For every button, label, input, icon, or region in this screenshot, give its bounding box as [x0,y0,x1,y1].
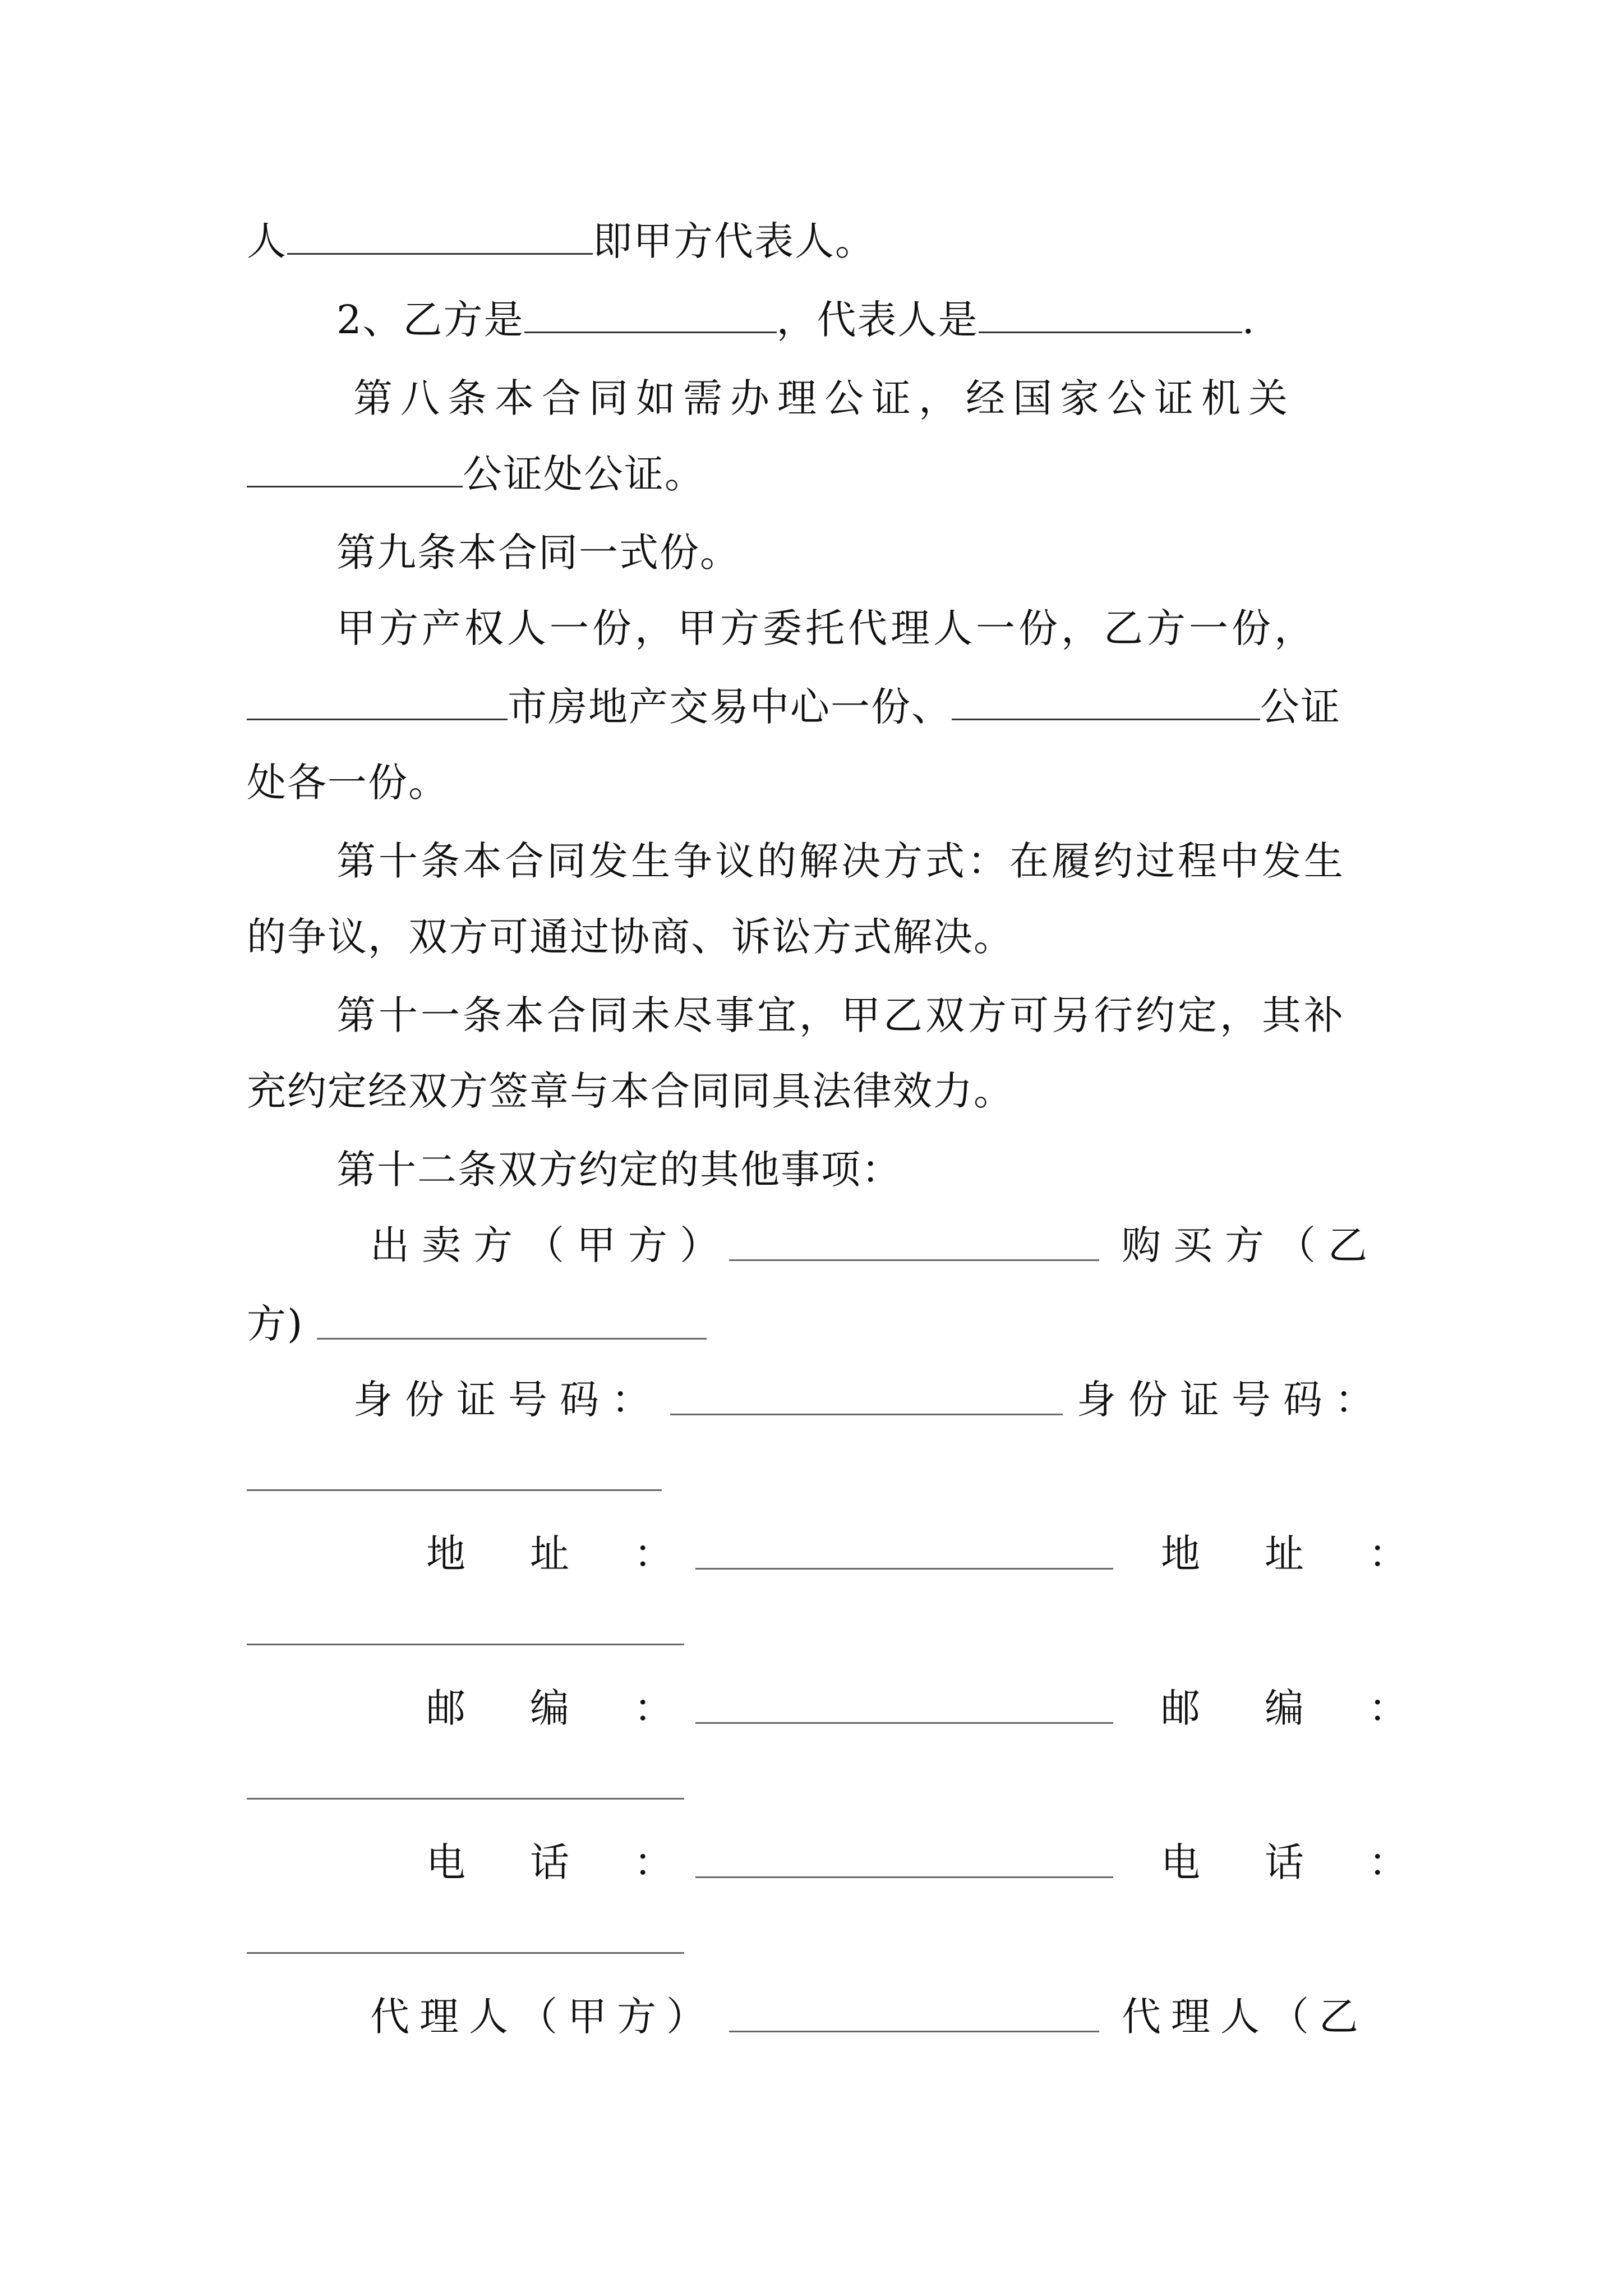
text-party-close: 方) [247,1301,304,1347]
label-char: 话 [1265,1839,1304,1885]
blank-field[interactable] [287,219,593,255]
text-notary: 公证 [1260,684,1341,730]
label-char: 电 [426,1839,465,1885]
blank-field[interactable] [247,1644,684,1645]
article-8-line-2 [247,449,705,499]
label-char: ： [634,1685,673,1731]
blank-field[interactable] [952,685,1260,720]
text-notary-office: 公证处公证。 [463,451,705,497]
label-char: ： [1368,1839,1408,1885]
label-char: ： [634,1531,673,1577]
text-party-a-rep: 即甲方代表人。 [593,218,875,264]
label-seller: 出卖方（甲方） [370,1222,731,1268]
article-8-line [353,373,1295,424]
article-10-line-2 [247,912,1014,962]
label-agent-buyer: 代理人（乙 [1122,1994,1368,2040]
label-char: 地 [1161,1531,1200,1577]
blank-field[interactable] [729,1259,1099,1261]
label-char: 编 [530,1685,569,1731]
label-id-seller: 身份证号码： [353,1377,663,1423]
text-each-copy: 处各一份。 [247,760,449,806]
article-10-text: 第十条本合同发生争议的解决方式：在履约过程中发生 [336,838,1346,884]
label-char: 地 [426,1531,465,1577]
blank-field[interactable] [247,1489,662,1491]
blank-field[interactable] [247,452,463,487]
blank-field[interactable] [317,1338,707,1340]
copies-text: 甲方产权人一份，甲方委托代理人一份，乙方一份， [336,605,1317,651]
label-char: 邮 [426,1685,465,1731]
blank-field[interactable] [524,298,777,333]
text-person: 人 [247,218,287,264]
label-char: ： [1368,1531,1408,1577]
article-11-text: 第十一条本合同未尽事宜，甲乙双方可另行约定，其补 [336,992,1346,1038]
article-12-line [336,1144,902,1195]
label-char: 话 [530,1839,569,1885]
text-party-b-is: 2、乙方是 [336,297,524,343]
article-8-text: 第八条本合同如需办理公证，经国家公证机关 [353,375,1295,421]
label-char: 址 [530,1531,569,1577]
agent-line-b [1122,1991,1368,2042]
agent-line [370,1991,716,2042]
label-char: 邮 [1161,1685,1200,1731]
blank-field[interactable] [670,1414,1063,1415]
seller-buyer-line [370,1220,731,1271]
text-rep-is: ，代表人是 [776,297,979,343]
article-11-line [336,990,1346,1041]
article-9-text: 第九条本合同一式份。 [336,530,740,576]
article-10-line [336,836,1346,886]
line-party-b [336,295,1256,345]
blank-field[interactable] [695,1568,1113,1570]
label-buyer: 购买方（乙 [1122,1222,1380,1268]
label-char: ： [1368,1685,1408,1731]
text-period: . [1242,297,1256,343]
text-exchange-center: 市房地产交易中心一份、 [508,684,952,730]
blank-field[interactable] [247,1952,684,1954]
label-char: 址 [1265,1531,1304,1577]
line-representative [247,216,875,266]
copies-line [336,603,1317,654]
label-char: 编 [1265,1685,1304,1731]
article-10-text-2: 的争议，双方可通过协商、诉讼方式解决。 [247,914,1014,960]
id-line-b [1077,1374,1386,1425]
blank-field[interactable] [247,1798,684,1800]
blank-field[interactable] [695,1876,1113,1878]
buyer-line-2 [247,1299,303,1349]
label-id-buyer: 身份证号码： [1077,1377,1386,1423]
copies-line-2 [247,682,1341,732]
blank-field[interactable] [695,1722,1113,1724]
article-9-line [336,527,740,578]
label-char: 电 [1161,1839,1200,1885]
label-agent-seller: 代理人（甲方） [370,1994,716,2040]
article-12-text: 第十二条双方约定的其他事项： [336,1147,902,1193]
article-11-text-2: 充约定经双方签章与本合同同具法律效力。 [247,1068,1014,1114]
blank-field[interactable] [247,685,508,720]
blank-field[interactable] [979,298,1242,333]
id-line [353,1374,663,1425]
label-char: ： [634,1839,673,1885]
copies-line-3 [247,757,449,808]
buyer-label-line [1122,1220,1380,1271]
article-11-line-2 [247,1066,1014,1116]
blank-field[interactable] [729,2031,1099,2032]
